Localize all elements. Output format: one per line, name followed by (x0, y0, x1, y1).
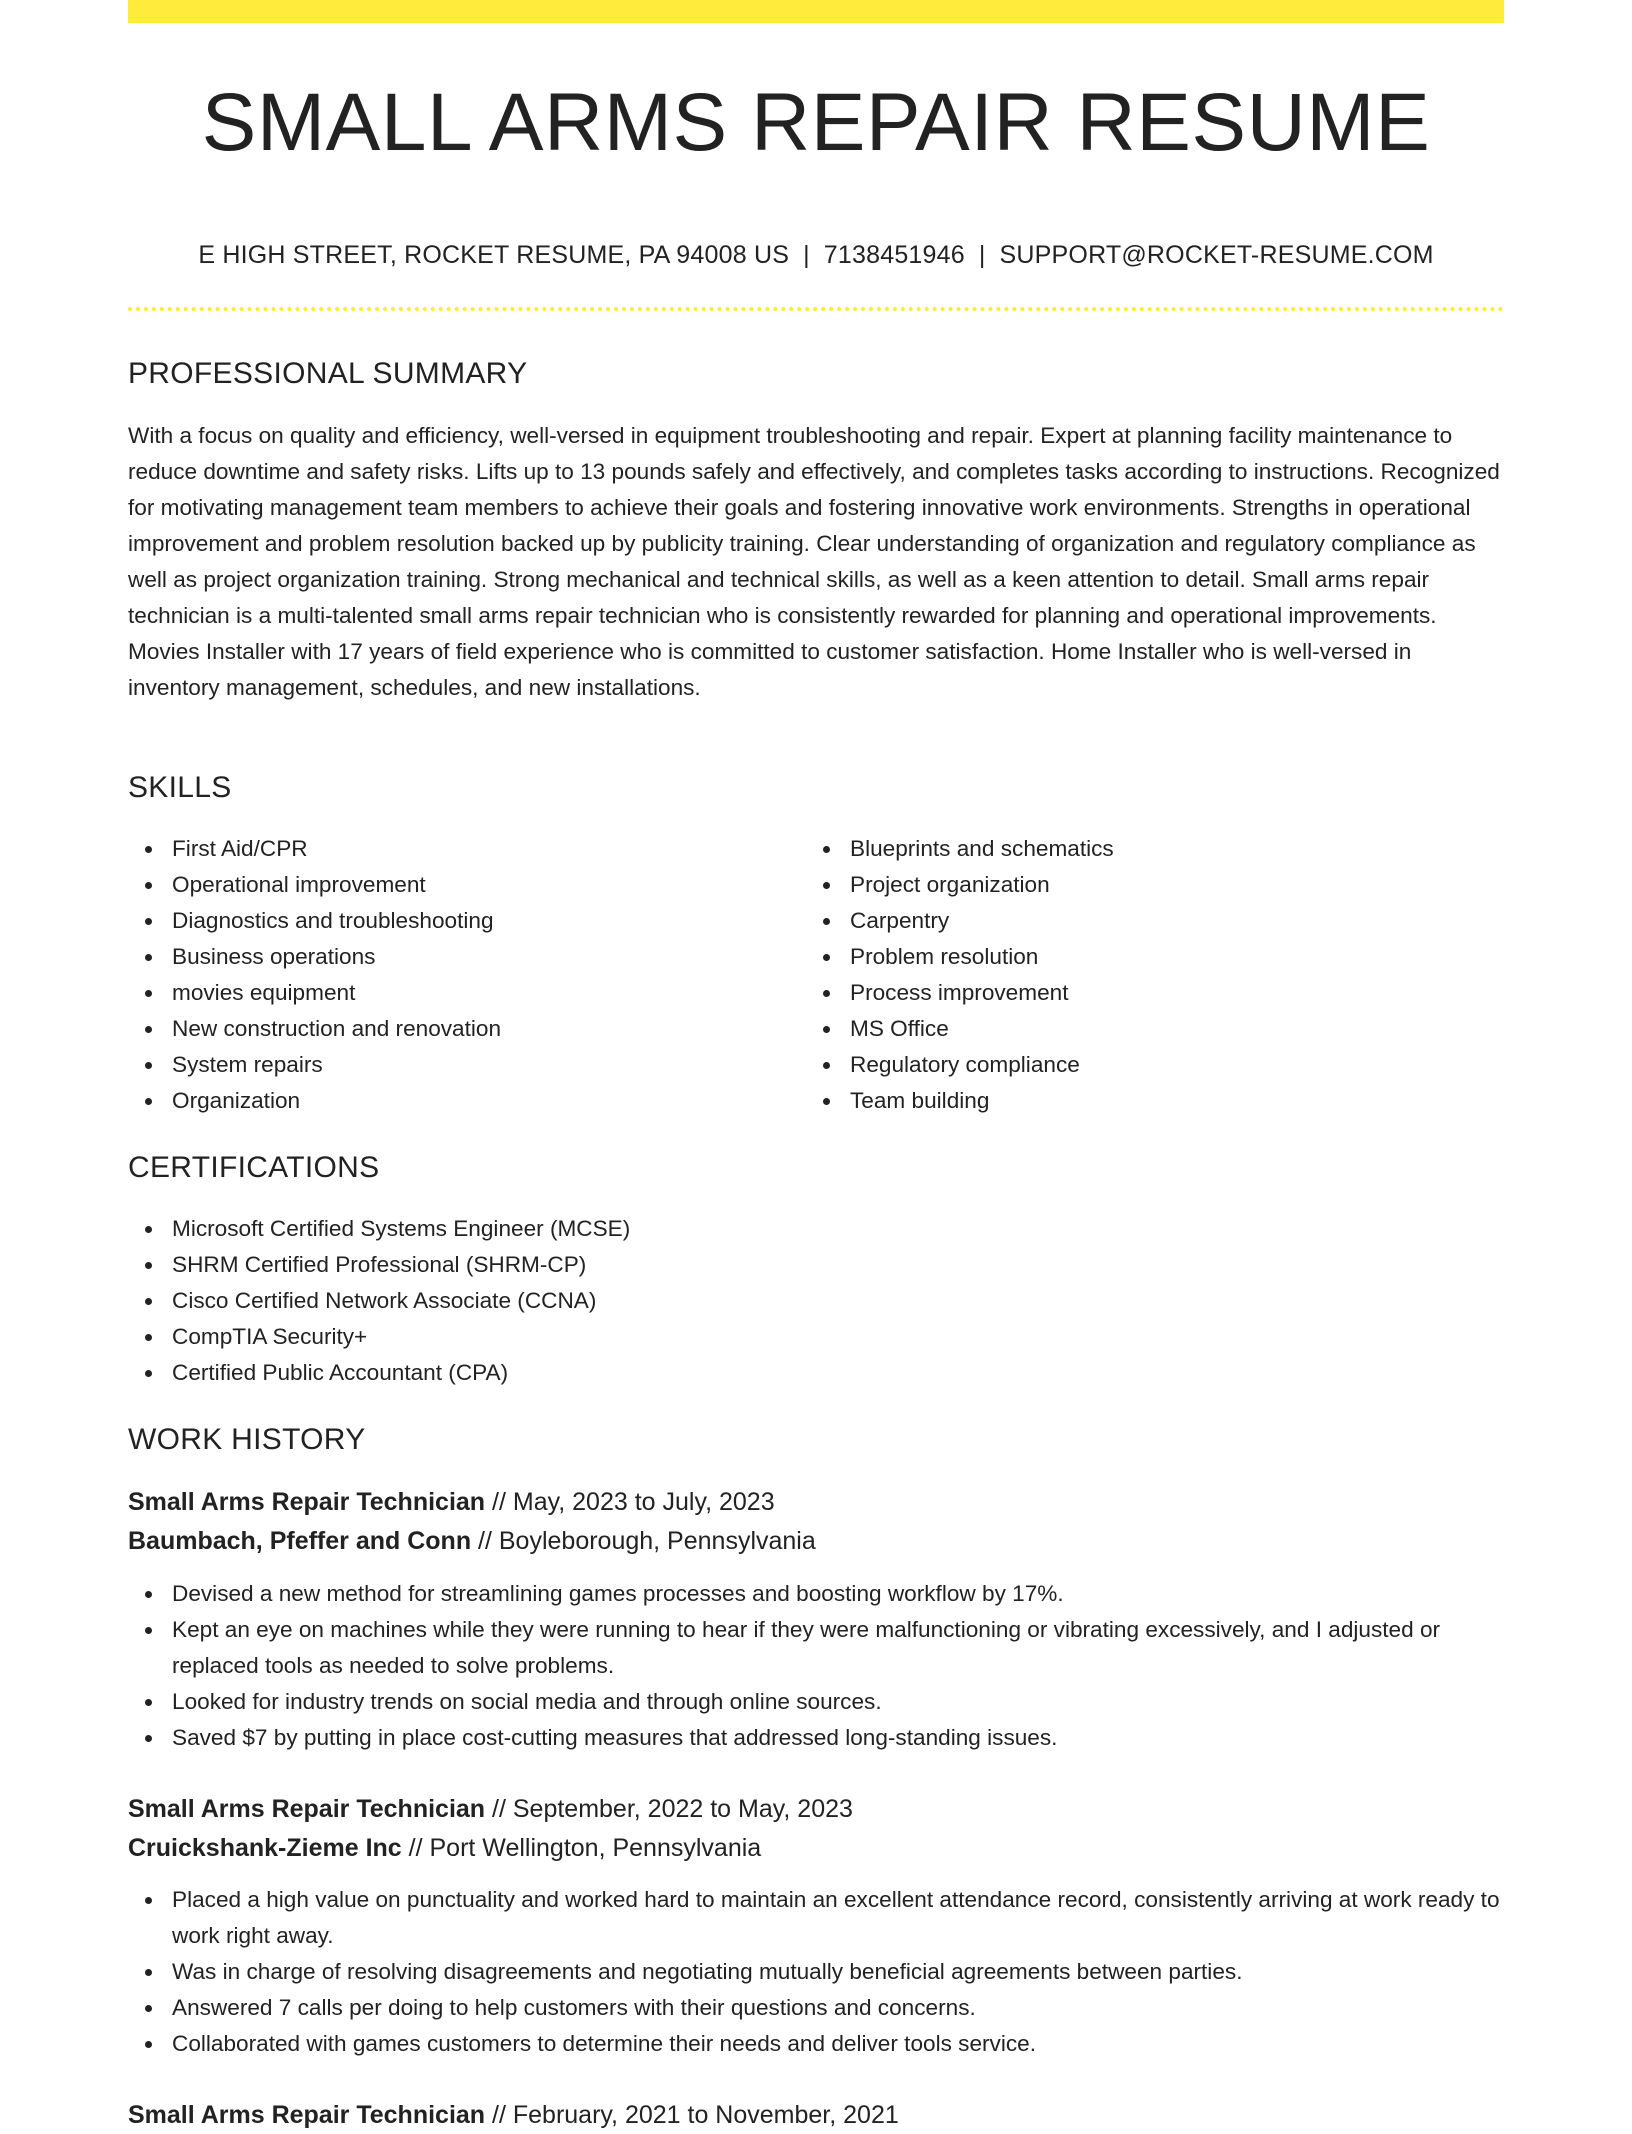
job-bullets (128, 1576, 1504, 1756)
job-location: // Port Wellington, Pennsylvania (408, 1834, 762, 1862)
contact-address: E HIGH STREET, ROCKET RESUME, PA 94008 US (198, 241, 790, 269)
job-dates: // February, 2021 to November, 2021 (492, 2101, 899, 2129)
job-company: Baumbach, Pfeffer and Conn (128, 1527, 472, 1555)
skill-item: Business operations (128, 939, 788, 975)
contact-line (128, 238, 1504, 272)
certifications-list (128, 1211, 1504, 1391)
skill-item: Problem resolution (806, 939, 1486, 975)
summary-text: With a focus on quality and efficiency, well-versed in equipment troubleshooting and repair. Expert at planning facility maintenance to reduce downtime and safety risks. Lifts up to 13 pounds safely and effectively, and completes tasks according to instructions. Recognized for motivating management team members to achieve their goals and fostering innovative work environments. Strengths in operational improvement and problem resolution backed up by publicity training. Clear understanding of organization and regulatory compliance as well as project organization training. Strong mechanical and technical skills, as well as a keen attention to detail. Small arms repair technician is a multi-talented small arms repair technician who is consistently rewarded for planning and operational improvements. Movies Installer with 17 years of field experience who is committed to customer satisfaction. Home Installer who is well-versed in inventory management, schedules, and new installations. (128, 423, 1500, 700)
job-bullet: Was in charge of resolving disagreements and negotiating mutually beneficial agreements between parties. (128, 1954, 1504, 1990)
header-divider (128, 307, 1504, 311)
job-bullet: Devised a new method for streamlining games processes and boosting workflow by 17%. (128, 1576, 1504, 1612)
contact-email[interactable]: SUPPORT@ROCKET-RESUME.COM (999, 241, 1434, 269)
certification-item: CompTIA Security+ (128, 1319, 1504, 1355)
skill-item: Diagnostics and troubleshooting (128, 903, 788, 939)
skill-item: Regulatory compliance (806, 1047, 1486, 1083)
skills-heading: SKILLS (128, 771, 232, 804)
job-title-line (128, 2096, 1504, 2134)
contact-phone[interactable]: 7138451946 (823, 241, 965, 269)
certifications-heading: CERTIFICATIONS (128, 1151, 380, 1184)
job-company: Cruickshank-Zieme Inc (128, 1834, 402, 1862)
job-title-line (128, 1790, 1504, 1828)
job-location: // Boyleborough, Pennsylvania (478, 1527, 816, 1555)
contact-separator: | (978, 241, 986, 269)
job-dates: // September, 2022 to May, 2023 (492, 1795, 853, 1823)
job-dates: // May, 2023 to July, 2023 (492, 1488, 775, 1516)
certification-item: Certified Public Accountant (CPA) (128, 1355, 1504, 1391)
skill-item: Process improvement (806, 975, 1486, 1011)
skills-list-right (806, 831, 1486, 1119)
skill-item: Team building (806, 1083, 1486, 1119)
job-bullet: Answered 7 calls per doing to help customers with their questions and concerns. (128, 1990, 1504, 2026)
skill-item: Carpentry (806, 903, 1486, 939)
top-accent-bar (128, 0, 1504, 23)
skill-item: Project organization (806, 867, 1486, 903)
job-role: Small Arms Repair Technician (128, 1488, 486, 1516)
certification-item: Cisco Certified Network Associate (CCNA) (128, 1283, 1504, 1319)
job-company-line (128, 1829, 1504, 1867)
skill-item: Organization (128, 1083, 788, 1119)
job-bullet: Placed a high value on punctuality and worked hard to maintain an excellent attendance record, consistently arriving at work ready to work right away. (128, 1882, 1504, 1954)
skill-item: movies equipment (128, 975, 788, 1011)
skill-item: Blueprints and schematics (806, 831, 1486, 867)
resume-title: SMALL ARMS REPAIR RESUME (201, 77, 1431, 168)
job-bullet: Kept an eye on machines while they were running to hear if they were malfunctioning or vibrating excessively, and I adjusted or replaced tools as needed to solve problems. (128, 1612, 1504, 1684)
certification-item: SHRM Certified Professional (SHRM-CP) (128, 1247, 1504, 1283)
skill-item: New construction and renovation (128, 1011, 788, 1047)
skill-item: Operational improvement (128, 867, 788, 903)
job-company-line (128, 1522, 1504, 1560)
work-history-heading: WORK HISTORY (128, 1423, 366, 1456)
job-title-line (128, 1483, 1504, 1521)
certification-item: Microsoft Certified Systems Engineer (MCSE) (128, 1211, 1504, 1247)
contact-separator: | (803, 241, 810, 269)
summary-heading: PROFESSIONAL SUMMARY (128, 357, 528, 390)
job-role: Small Arms Repair Technician (128, 2101, 486, 2129)
job-role: Small Arms Repair Technician (128, 1795, 486, 1823)
skill-item: System repairs (128, 1047, 788, 1083)
job-bullet: Looked for industry trends on social media and through online sources. (128, 1684, 1504, 1720)
skill-item: MS Office (806, 1011, 1486, 1047)
job-bullet: Collaborated with games customers to determine their needs and deliver tools service. (128, 2026, 1504, 2062)
job-bullets (128, 1882, 1504, 2062)
job-bullet: Saved $7 by putting in place cost-cutting measures that addressed long-standing issues. (128, 1720, 1504, 1756)
skills-list-left (128, 831, 788, 1119)
skill-item: First Aid/CPR (128, 831, 788, 867)
